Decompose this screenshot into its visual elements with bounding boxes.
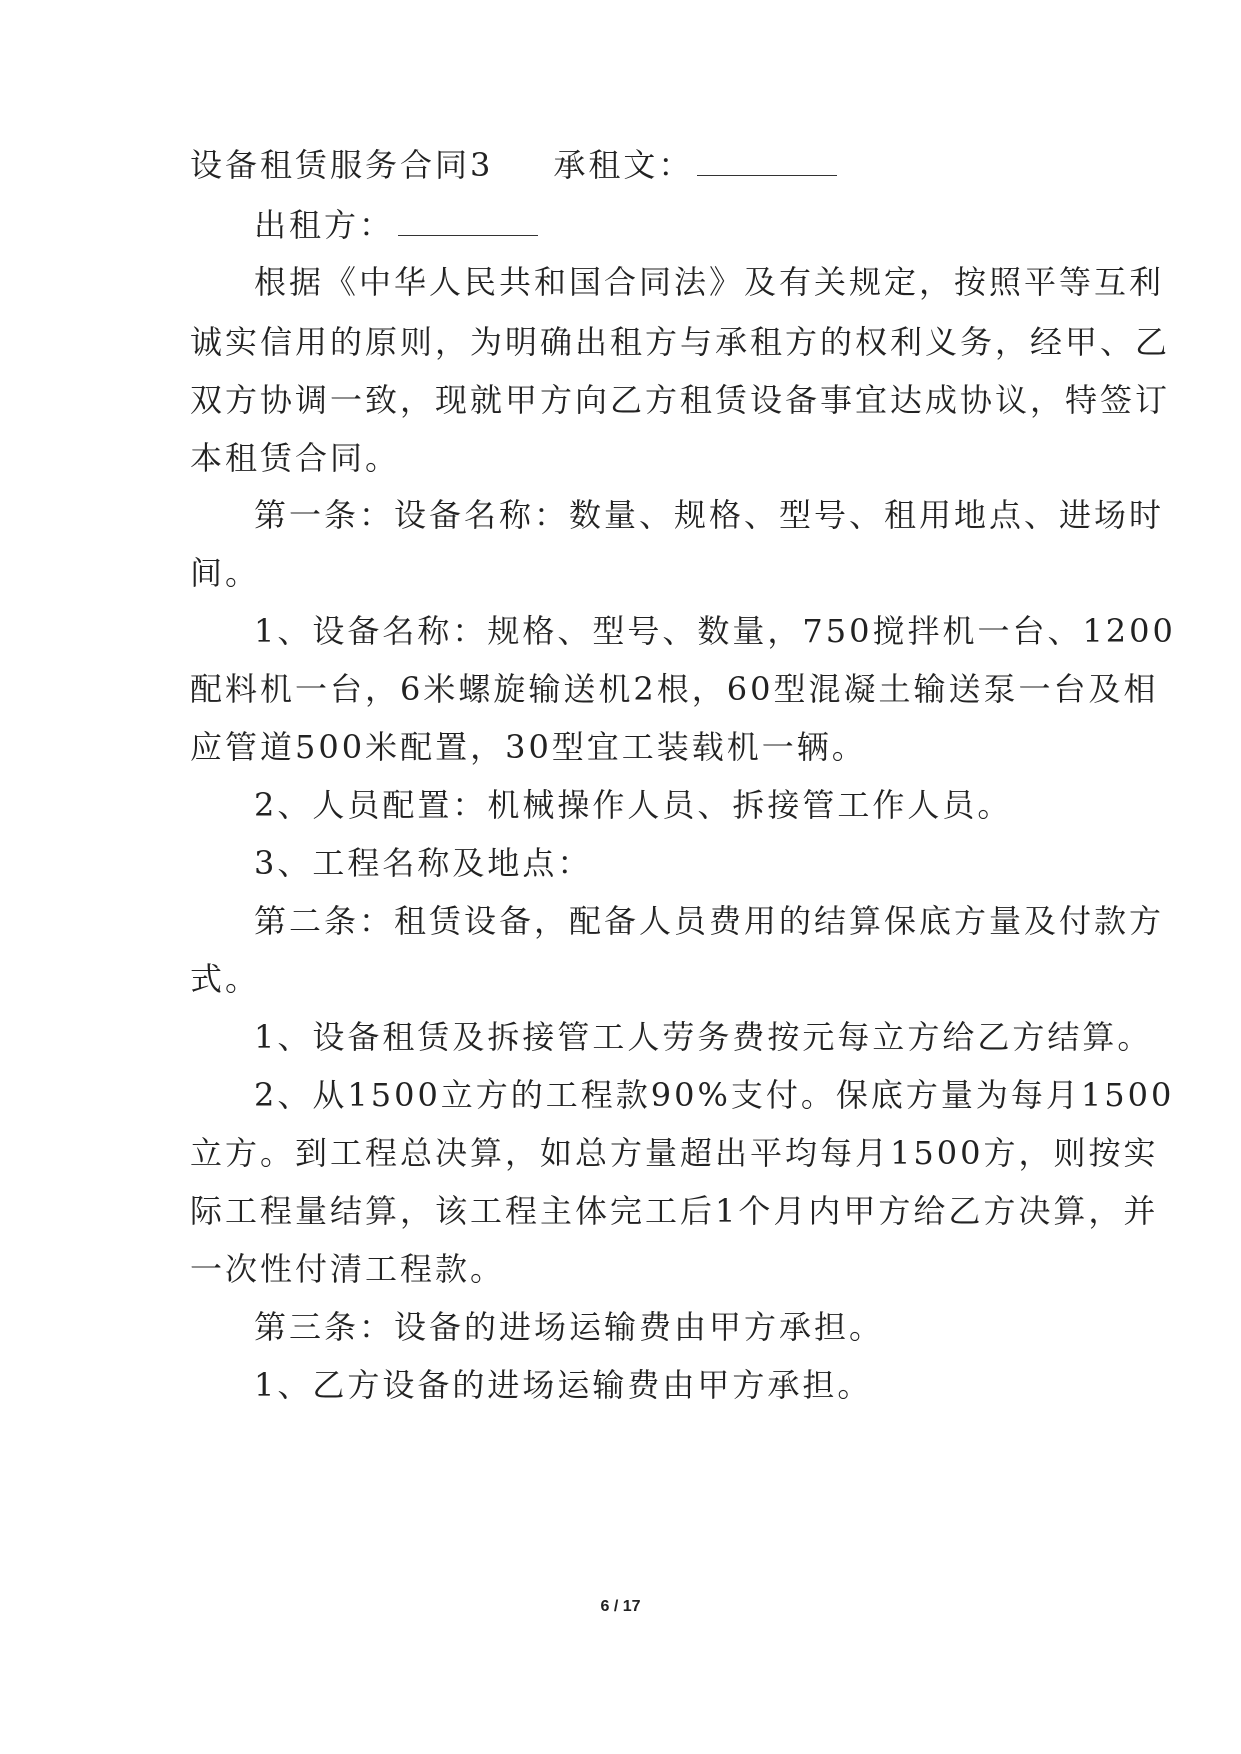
article-1-item-2: 2、人员配置：机械操作人员、拆接管工作人员。 [254, 786, 1013, 824]
article-2-item-2-line-3: 际工程量结算，该工程主体完工后1个月内甲方给乙方决算，并 [190, 1192, 1159, 1230]
article-2-item-2-line-1: 2、从1500立方的工程款90%支付。保底方量为每月1500 [254, 1076, 1175, 1114]
article-1-item-1-line-1: 1、设备名称：规格、型号、数量，750搅拌机一台、1200 [254, 612, 1176, 650]
page-number: 6 / 17 [600, 1598, 641, 1615]
lessor-blank [398, 207, 538, 236]
article-2-item-2-line-4: 一次性付清工程款。 [190, 1250, 506, 1288]
article-2-item-1: 1、设备租赁及拆接管工人劳务费按元每立方给乙方结算。 [254, 1018, 1153, 1056]
title-line [190, 145, 1070, 185]
lessee-label: 承租文： [553, 146, 694, 184]
intro-line-4: 本租赁合同。 [190, 439, 401, 477]
article-2-line-2: 式。 [190, 960, 261, 998]
document-title: 设备租赁服务合同3 [190, 146, 494, 184]
article-2-item-2-line-2: 立方。到工程总决算，如总方量超出平均每月1500方，则按实 [190, 1134, 1159, 1172]
lessor-line [254, 205, 1070, 245]
article-1-line-1: 第一条：设备名称：数量、规格、型号、租用地点、进场时 [254, 496, 1165, 534]
lessor-label: 出租方： [254, 206, 395, 244]
article-3: 第三条：设备的进场运输费由甲方承担。 [254, 1308, 885, 1346]
article-1-item-3: 3、工程名称及地点： [254, 844, 593, 882]
article-1-item-1-line-3: 应管道500米配置，30型宜工装载机一辆。 [190, 728, 867, 766]
article-1-item-1-line-2: 配料机一台，6米螺旋输送机2根，60型混凝土输送泵一台及相 [190, 670, 1159, 708]
article-2-line-1: 第二条：租赁设备，配备人员费用的结算保底方量及付款方 [254, 902, 1165, 940]
intro-line-1: 根据《中华人民共和国合同法》及有关规定，按照平等互利 [254, 263, 1165, 301]
article-1-line-2: 间。 [190, 554, 261, 592]
article-3-item-1: 1、乙方设备的进场运输费由甲方承担。 [254, 1366, 873, 1404]
intro-line-2: 诚实信用的原则，为明确出租方与承租方的权利义务，经甲、乙 [190, 323, 1171, 361]
intro-line-3: 双方协调一致，现就甲方向乙方租赁设备事宜达成协议，特签订 [190, 381, 1171, 419]
lessee-blank [697, 147, 837, 176]
